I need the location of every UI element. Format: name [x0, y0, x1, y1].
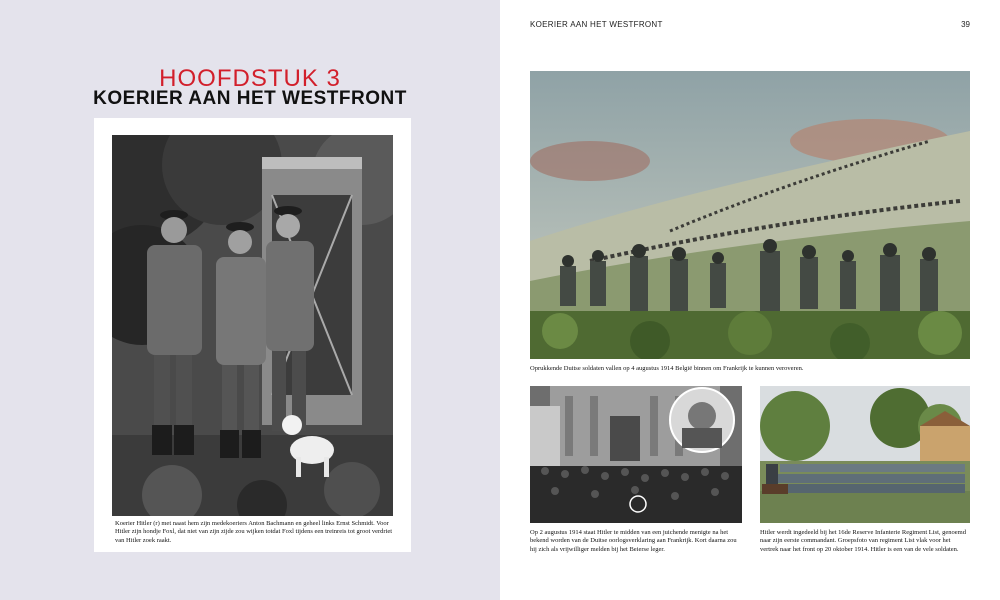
chapter-title: KOERIER AAN HET WESTFRONT: [93, 88, 407, 109]
regiment-photo: [760, 386, 970, 523]
chapter-number: HOOFDSTUK 3: [159, 65, 341, 92]
running-head: KOERIER AAN HET WESTFRONT: [530, 20, 663, 29]
couriers-photo-caption: Koerier Hitler (r) met naast hem zijn medekoeriers Anton Bachmann en geheel links Ernst Schmidt. Voor Hitler zijn hondje Foxl, dat niet van zijn zijde zou wijken totdat Foxl tijdens een treinreis tot groot verdriet van Hitler zoek raakt.: [115, 520, 393, 544]
photo-frame: [94, 118, 411, 552]
crowd-photo: [530, 386, 742, 523]
regiment-caption: Hitler werdt ingedeeld bij het 16de Reserve Infanterie Regiment List, genoemd naar zijn eerste commandant. Groepsfoto van regiment List vlak voor het vertrek naar het front op 20 oktober 1914. Hitler is een van de vele soldaten.: [760, 529, 966, 553]
crowd-caption: Op 2 augustus 1914 staat Hitler te midden van een juichende menigte na het bekend worden van de Duitse oorlogsverklaring aan Frankrijk. Kort daarna zou hij zich als vrijwilliger melden bij het Beierse leger.: [530, 529, 737, 553]
page-number: 39: [961, 20, 970, 29]
marching-soldiers-caption: Oprukkende Duitse soldaten vallen op 4 augustus 1914 België binnen om Frankrijk te kunnen veroveren.: [530, 365, 804, 372]
right-page: [500, 0, 1000, 600]
couriers-photo: [112, 135, 393, 516]
marching-soldiers-photo: [530, 71, 970, 359]
